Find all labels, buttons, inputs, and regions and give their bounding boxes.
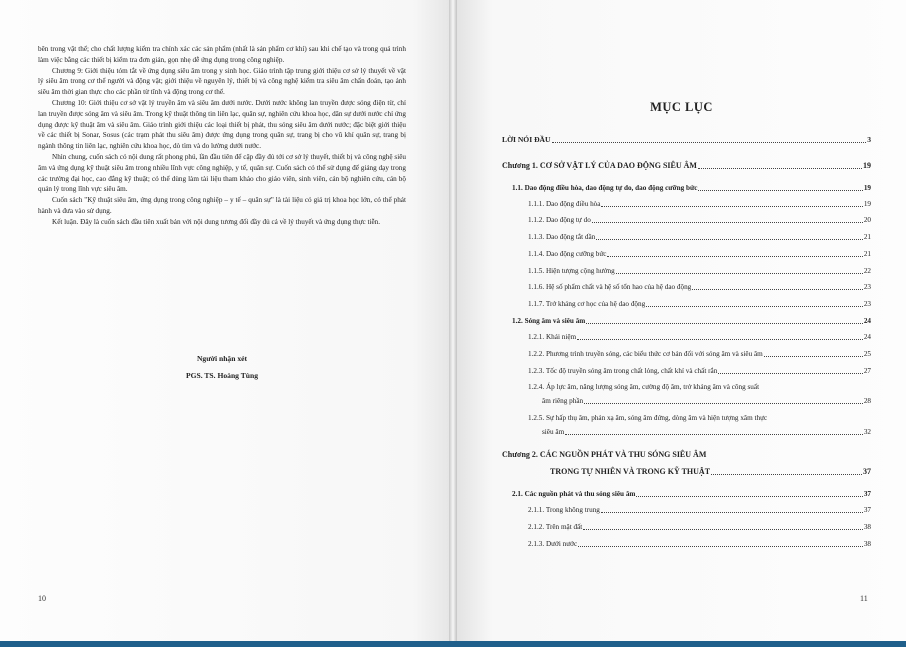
toc-entry-text: 1.2.2. Phương trình truyền sóng, các biểu thức cơ bản đối với sóng âm và siêu âm — [528, 350, 763, 358]
toc-entry-chapter-2[interactable] — [502, 450, 871, 460]
toc-leader — [601, 511, 863, 513]
toc-entry-continuation[interactable] — [542, 396, 871, 406]
toc-entry-subsection[interactable] — [528, 266, 871, 276]
toc-entry-page: 24 — [863, 333, 871, 341]
toc-leader — [616, 272, 863, 274]
toc-leader — [583, 528, 863, 530]
toc-leader — [565, 433, 863, 435]
toc-entry-section[interactable] — [512, 183, 871, 193]
toc-entry-text: 1.1.2. Dao động tự do — [528, 216, 591, 224]
toc-entry-page: 21 — [863, 233, 871, 241]
toc-entry-text: 1.1.6. Hệ số phẩm chất và hệ số tổn hao của hệ dao động — [528, 283, 692, 291]
toc-entry-text: siêu âm — [542, 428, 565, 436]
toc-entry-continuation[interactable] — [542, 427, 871, 437]
toc-entry-subsection[interactable] — [528, 382, 871, 392]
toc-entry-chapter-2-continuation[interactable] — [550, 467, 871, 477]
toc-entry-subsection[interactable] — [528, 413, 871, 423]
toc-leader — [584, 402, 863, 404]
toc-entry-section[interactable] — [512, 489, 871, 499]
page-number-left: 10 — [38, 594, 46, 603]
right-page — [457, 0, 906, 647]
toc-entry-page: 21 — [863, 250, 871, 258]
toc-entry-page: 25 — [863, 350, 871, 358]
toc-entry-text: 1.1.1. Dao động điều hòa — [528, 200, 601, 208]
toc-entry-text: Chương 2. CÁC NGUỒN PHÁT VÀ THU SÓNG SIÊU ÂM — [502, 450, 707, 459]
toc-leader — [607, 255, 862, 257]
toc-entry-page: 37 — [863, 467, 871, 476]
toc-entry-subsection[interactable] — [528, 505, 871, 515]
book-spine — [449, 0, 457, 647]
left-page-body — [38, 44, 406, 228]
toc-entry-text: 2.1. Các nguồn phát và thu sóng siêu âm — [512, 490, 636, 498]
left-page — [0, 0, 449, 647]
toc-leader — [601, 205, 862, 207]
toc-entry-text: TRONG TỰ NHIÊN VÀ TRONG KỸ THUẬT — [550, 467, 711, 476]
paragraph: Cuốn sách "Kỹ thuật siêu âm, ứng dụng trong công nghiệp – y tế – quân sự" là tài liệu có giá trị khoa học lớn, có thể phát hành và đưa vào sử dụng. — [38, 196, 406, 215]
toc-entry-subsection[interactable] — [528, 282, 871, 292]
toc-entry-page: 38 — [863, 523, 871, 531]
toc-entry-page: 20 — [863, 216, 871, 224]
toc-entry-page: 3 — [867, 135, 871, 144]
toc-entry-subsection[interactable] — [528, 332, 871, 342]
toc-entry-page: 24 — [863, 317, 871, 325]
toc-leader — [592, 221, 863, 223]
toc-leader — [692, 288, 863, 290]
paragraph: Nhìn chung, cuốn sách có nội dung rất phong phú, lần đầu tiên để cập đầy đủ tới cơ sở lý thuyết, thiết bị và công nghệ siêu âm và ứng dụng kỹ thuật siêu âm trong nhiều lĩnh vực công nghiệp, y tế, quân sự. Cuốn sách có thể sử dụng để giảng dạy trong các trường đại học, cao đẳng kỹ thuật; có thể dùng làm tài liệu tham khảo cho giáo viên, sinh viên, cán bộ nghiên cứu, cán bộ quản lý trong lĩnh vực siêu âm. — [38, 152, 406, 194]
toc-entry-text: 2.1.2. Trên mặt đất — [528, 523, 583, 531]
toc-entry-text: 1.1.3. Dao động tắt dần — [528, 233, 596, 241]
toc-entry-subsection[interactable] — [528, 215, 871, 225]
toc-entry-text: 1.1.4. Dao động cưỡng bức — [528, 250, 607, 258]
toc-entry-page: 22 — [863, 267, 871, 275]
toc-leader — [552, 141, 867, 143]
page-number-right: 11 — [860, 594, 868, 603]
toc-entry-page: 19 — [863, 200, 871, 208]
toc-entry-page: 37 — [863, 490, 871, 498]
paragraph: Kết luận. Đây là cuốn sách đầu tiên xuất bản với nội dung tương đối đầy đủ cả về lý thuyết và ứng dụng thực tiễn. — [52, 217, 381, 226]
toc-entry-page: 38 — [863, 540, 871, 548]
toc-entry-text: 1.1. Dao động điều hòa, dao động tự do, dao động cưỡng bức — [512, 184, 698, 192]
toc-entry-subsection[interactable] — [528, 366, 871, 376]
toc-entry-subsection[interactable] — [528, 349, 871, 359]
toc-entry-page: 19 — [863, 161, 871, 170]
toc-entry-subsection[interactable] — [528, 232, 871, 242]
toc-entry-front[interactable] — [502, 135, 871, 145]
toc-entry-subsection[interactable] — [528, 199, 871, 209]
toc-entry-text: 1.2.1. Khái niệm — [528, 333, 577, 341]
paragraph: Chương 10: Giới thiệu cơ sở vật lý truyền âm và siêu âm dưới nước. Dưới nước không lan truyền được sóng điện từ, chỉ lan truyền được sóng âm và siêu âm. Trong kỹ thuật thông tin liên lạc, quân sự, nghiên cứu khoa học, dân sự dưới nước chỉ ứng dụng được kỹ thuật âm và siêu âm. Giáo trình giới thiệu các loại thiết bị phát, thu sóng siêu âm dưới nước; đặc biệt giới thiệu về các thiết bị Sonar, Sosus (các trạm phát thu siêu âm) được ứng dụng trong quân sự, trang bị cho vũ khí quân sự, trang bị ngành thông tin liên lạc, nghiên cứu khoa học, dò tìm và do lường dưới nước. — [38, 98, 406, 151]
toc-leader — [698, 189, 862, 191]
toc-leader — [578, 545, 863, 547]
toc-entry-text: 2.1.1. Trong không trung — [528, 506, 600, 514]
toc-entry-subsection[interactable] — [528, 539, 871, 549]
toc-entry-section[interactable] — [512, 316, 871, 326]
toc-leader — [596, 238, 863, 240]
toc-entry-page: 23 — [863, 283, 871, 291]
toc-leader — [718, 372, 863, 374]
toc-entry-text: 1.1.5. Hiện tượng cộng hưởng — [528, 267, 615, 275]
toc-leader — [577, 338, 863, 340]
toc-entry-text: LỜI NÓI ĐẦU — [502, 135, 551, 144]
toc-entry-chapter-1[interactable] — [502, 161, 871, 171]
toc-leader — [646, 305, 863, 307]
paragraph: bên trong vật thể; cho chất lượng kiểm tra chính xác các sản phẩm (nhất là sản phẩm cơ khí) sau khi chế tạo và trong quá trình làm việc bằng các thiết bị kiểm tra đơn giản, gọn nhẹ dễ ứng dụng trong công nghiệp. — [38, 45, 406, 64]
toc-leader — [764, 355, 863, 357]
toc-entry-text: 1.2.4. Áp lực âm, năng lượng sóng âm, cường độ âm, trở kháng âm và công suất — [528, 383, 760, 391]
toc-entry-text: 2.1.3. Dưới nước — [528, 540, 578, 548]
reviewer-name: PGS. TS. Hoàng Tùng — [185, 371, 259, 380]
reviewer-label: Người nhận xét — [196, 354, 248, 363]
toc-entry-subsection[interactable] — [528, 249, 871, 259]
toc-entry-page: 37 — [863, 506, 871, 514]
toc-entry-text: 1.2.5. Sự hấp thụ âm, phản xạ âm, sóng âm đứng, dòng âm và hiện tượng xâm thực — [528, 414, 768, 422]
toc-entry-page: 19 — [863, 184, 871, 192]
toc-entry-text: Chương 1. CƠ SỞ VẬT LÝ CỦA DAO ĐỘNG SIÊU ÂM — [502, 161, 697, 170]
toc-entry-page: 27 — [863, 367, 871, 375]
viewer-bottom-bar — [0, 641, 906, 647]
toc-entry-text: âm riêng phần — [542, 397, 584, 405]
toc-leader — [636, 495, 862, 497]
toc-entry-page: 28 — [863, 397, 871, 405]
toc-entry-subsection[interactable] — [528, 299, 871, 309]
toc-entry-page: 32 — [863, 428, 871, 436]
toc-leader — [711, 473, 862, 475]
toc-entry-subsection[interactable] — [528, 522, 871, 532]
toc-leader — [586, 322, 863, 324]
paragraph: Chương 9: Giới thiệu tóm tắt về ứng dụng siêu âm trong y sinh học. Giáo trình tập trung giới thiệu cơ sở lý thuyết về vật lý siêu âm trong cơ thể người và động vật; giới thiệu về nguyên lý, thiết bị và công nghệ kiểm tra siêu âm chẩn đoán, tạo ảnh siêu âm thời gian thực cho các phần từ tĩnh và động trong cơ thể. — [38, 66, 406, 97]
toc-entry-text: 1.2. Sóng âm và siêu âm — [512, 317, 586, 325]
toc-entry-text: 1.1.7. Trở kháng cơ học của hệ dao động — [528, 300, 646, 308]
toc-title: MỤC LỤC — [650, 100, 713, 114]
toc-entry-text: 1.2.3. Tốc độ truyền sóng âm trong chất lỏng, chất khí và chất rắn — [528, 367, 718, 375]
toc-leader — [698, 167, 862, 169]
toc-entry-page: 23 — [863, 300, 871, 308]
